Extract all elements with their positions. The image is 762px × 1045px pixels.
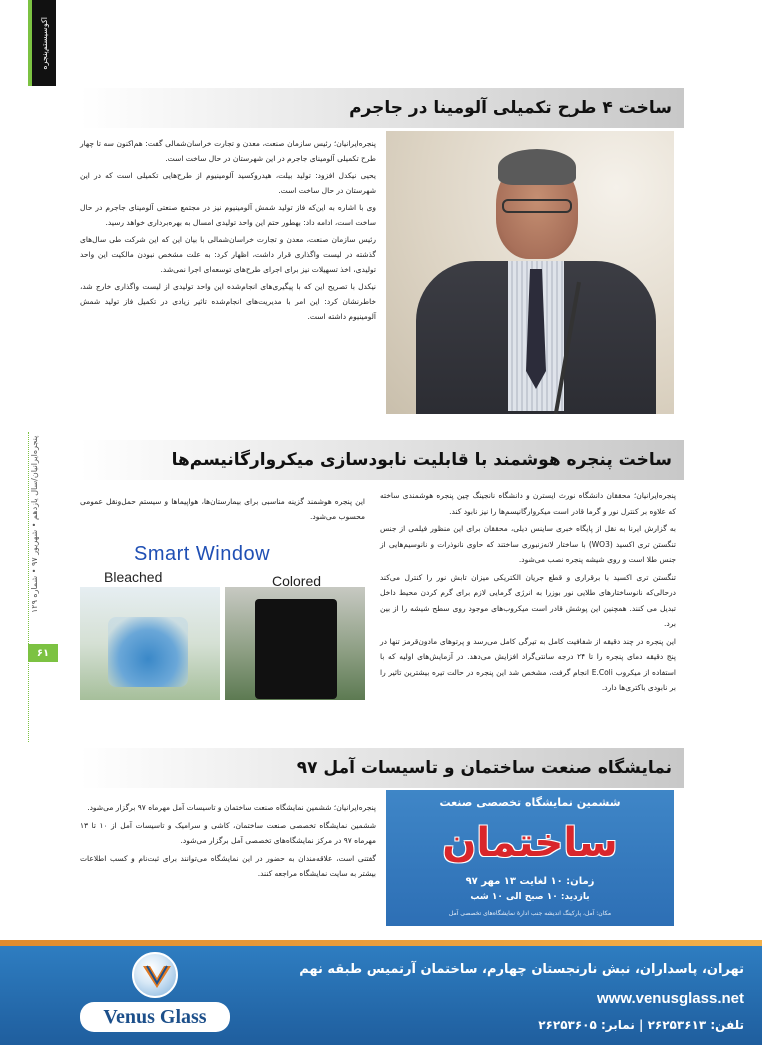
- colored-window-pane: [225, 587, 365, 700]
- article1-headline-bar: [80, 88, 684, 128]
- article2-paragraph: این پنجره در چند دقیقه از شفافیت کامل به تیرگی کامل می‌رسد و پرتوهای مادون‌قرمز تنها در پنج دقیقه دمای پنجره را تا ۲۴ درجه سانتی‌گراد افزایش می‌دهد. در آزمایش‌های اولیه که با استفاده از میکروب E.Coli انجام گرفت، مشخص شد این پنجره در حالت تیره بیشترین تاثیر را بر نابودی باکتری‌ها دارد.: [380, 636, 676, 692]
- article1-title: ساخت ۴ طرح تکمیلی آلومینا در جاجرم: [349, 98, 672, 118]
- exhibition-banner: [386, 790, 674, 926]
- article3-title: نمایشگاه صنعت ساختمان و تاسیسات آمل ۹۷: [296, 758, 672, 778]
- article1-paragraph: پنجره‌ایرانیان؛ رئیس سازمان صنعت، معدن و تجارت خراسان‌شمالی گفت: هم‌اکنون سه تا چهار طرح تکمیلی آلومینای جاجرم در این شهرستان در حال ساخت است.: [80, 139, 376, 163]
- bleached-window-pane: [80, 587, 220, 700]
- article2-paragraph: این پنجره هوشمند گزینه مناسبی برای بیمارستان‌ها، هواپیماها و سیستم حمل‌ونقل عمومی محسوب می‌شود.: [80, 497, 365, 521]
- page-number: ۶۱: [28, 644, 58, 662]
- section-tab-label: اکوسیستم‌پنجره: [39, 16, 49, 70]
- article1-paragraph: نیکدل با تصریح این که با پیگیری‌های انجام‌شده این واحد تولیدی از لیست واگذاری خارج شد، خاطرنشان کرد: این امر با مدیریت‌های انجام‌شده تاثیر زیادی در تکمیل فاز تولید شمش آلومینیوم داشته است.: [80, 282, 376, 321]
- brand-logo: [80, 952, 230, 1036]
- article2-headline-bar: [80, 440, 684, 480]
- article2-body-right: [380, 488, 676, 698]
- article3-body: [80, 800, 376, 884]
- venus-v-icon: [132, 952, 178, 998]
- rail-divider: [28, 432, 29, 742]
- bleached-label: Bleached: [104, 569, 163, 585]
- section-tab: [28, 0, 56, 86]
- official-speaking-photo: [386, 131, 674, 414]
- colored-label: Colored: [272, 573, 322, 589]
- article1-body: [80, 136, 376, 326]
- article3-paragraph: گفتنی است، علاقه‌مندان به حضور در این نمایشگاه می‌توانند برای ثبت‌نام و کسب اطلاعات بیشتر به سایت نمایشگاه مراجعه کنند.: [80, 853, 376, 878]
- article1-paragraph: یحیی نیکدل افزود: تولید بیلت، هیدروکسید آلومینیوم از طرح‌هایی تکمیلی است که در این شهرستان در حال ساخت است.: [80, 171, 376, 195]
- banner-venue: مکان: آمل، پارکینگ اندیشه جنب ادارهٔ نمایشگاه‌های تخصصی آمل: [448, 910, 612, 917]
- ad-phone: تلفن: ۲۶۲۵۳۶۱۳ | نمابر: ۲۶۲۵۳۶۰۵: [538, 1018, 744, 1032]
- article3-headline-bar: [80, 748, 684, 788]
- article1-paragraph: وی با اشاره به این‌که فاز تولید شمش آلومینیوم نیز در مجتمع صنعتی آلومینای جاجرم در حال ساخت است، ادامه داد: بهطور حتم این واحد تولیدی امسال به بهره‌برداری خواهد رسید.: [80, 203, 376, 227]
- article3-paragraph: ششمین نمایشگاه تخصصی صنعت ساختمان، کاشی و سرامیک و تاسیسات آمل از ۱۰ تا ۱۳ مهرماه ۹۷ در مرکز نمایشگاه‌های تخصصی آمل برگزار می‌شود.: [80, 820, 376, 845]
- smart-window-image: [80, 535, 365, 700]
- banner-logo: ساختمان: [442, 820, 618, 866]
- brand-name: Venus Glass: [80, 1002, 230, 1032]
- banner-heading: ششمین نمایشگاه تخصصی صنعت: [439, 796, 621, 809]
- article2-paragraph: تنگستن تری اکسید با برقراری و قطع جریان الکتریکی میزان تابش نور را کنترل می‌کند درحالی‌که نانوساختارهای طلایی نور بوزرا به انرژی گرمایی لازم برای گرم کردن محیط داخل تبدیل می کنند. همچنین این پوشش قادر است میکروب‌های موجود روی سطح شیشه را از بین برد.: [380, 572, 676, 628]
- article3-paragraph: پنجره‌ایرانیان؛ ششمین نمایشگاه صنعت ساختمان و تاسیسات آمل مهرماه ۹۷ برگزار می‌شود.: [87, 803, 376, 812]
- article2-paragraph: به گزارش ایرنا به نقل از پایگاه خبری ساینس دیلی، محققان برای این منظور فیلمی از جنس تنگستن تری اکسید (WO3) با ساختار لانه‌زنبوری ساختند که حاوی نانوذرات و نانوسیم‌هایی از جنس طلا است و روی شیشه پنجره نصب می‌شود.: [380, 524, 677, 564]
- smart-window-caption: Smart Window: [134, 543, 271, 565]
- banner-hours: بازدید: ۱۰ صبح الی ۱۰ شب: [470, 892, 590, 902]
- ad-address: تهران، پاسداران، نبش نارنجستان چهارم، ساختمان آرتمیس طبقه نهم: [299, 962, 744, 977]
- article2-title: ساخت پنجره هوشمند با قابلیت نابودسازی میکروارگانیسم‌ها: [171, 450, 672, 470]
- article2-body-left: [80, 494, 365, 526]
- banner-date: زمان: ۱۰ لغایت ۱۳ مهر ۹۷: [465, 876, 595, 887]
- article1-paragraph: رئیس سازمان صنعت، معدن و تجارت خراسان‌شمالی با بیان این که این شرکت طی سال‌های گذشته در لیست واگذاری قرار داشت، اظهار کرد: به علت مشخص نبودن مالکیت این واحد تولیدی، اخذ تسهیلات نیز برای اجرای طرح‌های توسعه‌ای اجرا نمی‌شد.: [80, 235, 376, 274]
- venus-glass-ad: [0, 940, 762, 1045]
- ad-website: www.venusglass.net: [597, 990, 744, 1007]
- article2-paragraph: پنجره‌ایرانیان؛ محققان دانشگاه نورث ایسترن و دانشگاه نانجینگ چین پنجره هوشمندی ساخته که علاوه بر کنترل نور و گرما قادر است میکروارگانیسم‌ها را نیز نابود کند.: [380, 491, 676, 516]
- issue-info: پنجره‌ایرانیان/سال یازدهم • شهریور ۹۷ • شماره ۱۲۹: [30, 436, 39, 614]
- ad-stripe: [0, 940, 762, 946]
